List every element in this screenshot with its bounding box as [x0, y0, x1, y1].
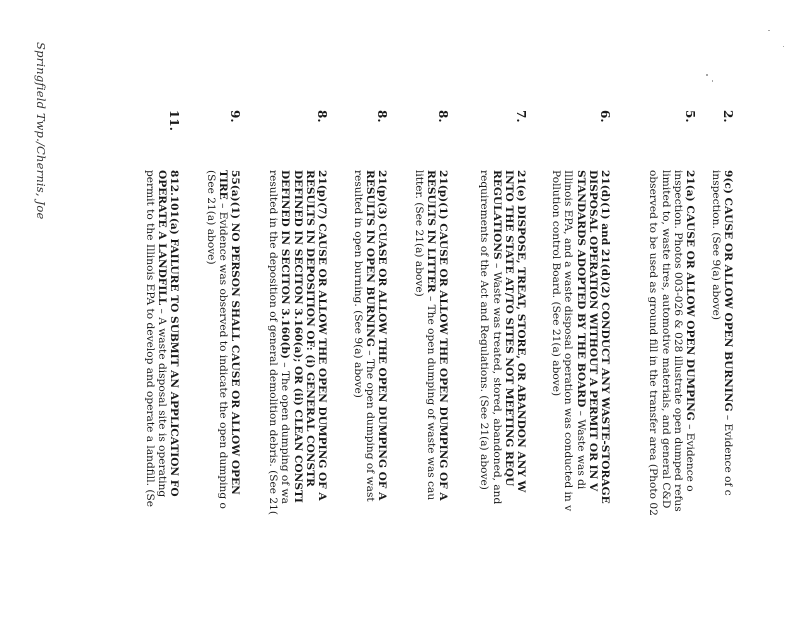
item-line [156, 170, 168, 497]
item-body-text: – Waste was di [574, 407, 587, 490]
item-line [574, 170, 586, 489]
item-body-text: Pollution control Board. (See 21(a) above) [550, 170, 563, 397]
item-heading-text: 812.101(a) FAILURE TO SUBMIT AN APPLICATION FO [168, 170, 180, 497]
item-line [684, 170, 696, 492]
item-number: 9. [228, 110, 242, 123]
item-number: 6. [598, 110, 612, 123]
item-heading-text: 21(p)(3) CUASE OR ALLOW THE OPEN DUMPING OF A [376, 170, 388, 501]
item-number: 8. [315, 110, 329, 123]
item-number: 8. [436, 110, 450, 123]
item-line [364, 170, 376, 502]
item-body-text: litter. (See 21(a) above) [412, 170, 425, 297]
item-body-text: resulted in the deposition of general demolition debris. (See 21( [267, 170, 280, 515]
item-heading-text: TIRE [216, 170, 229, 200]
item-line [217, 170, 229, 509]
item-line [550, 170, 562, 396]
item-number: 11. [167, 110, 181, 131]
item-line [722, 170, 734, 496]
item-number: 7. [514, 110, 528, 123]
item-heading-text: 55(a)(1) NO PERSON SHALL CAUSE OR ALLOW OPEN [229, 170, 241, 495]
item-line [587, 170, 599, 491]
item-body-text: – A waste disposal site is operating [155, 305, 168, 498]
scan-speck [712, 80, 713, 82]
item-line [304, 170, 316, 487]
item-line [437, 170, 449, 501]
item-body-text: – Evidence o [684, 420, 696, 492]
item-body-text: – Evidence was observed to indicate the open dumping o [216, 199, 229, 509]
item-body-text: – The open dumping of waste was cau [424, 292, 437, 501]
scan-speck [706, 74, 708, 76]
item-body-text: – Waste was treated, stored, abandoned, and [490, 259, 503, 505]
item-line [204, 170, 216, 265]
item-heading-text: OPERATE A LANDFILL [155, 170, 168, 306]
item-line [672, 170, 684, 512]
item-body-text: Illinois EPA, and a waste disposal operation was conducted in v [562, 170, 575, 512]
item-line [503, 170, 515, 486]
item-line [562, 170, 574, 511]
item-line [490, 170, 502, 504]
item-heading-text: 21(p)(7) CAUSE OR ALLOW THE OPEN DUMPING OF A [316, 170, 328, 501]
item-body-text: permit to the Illinois EPA to develop and operate a landfill. (Se [143, 170, 156, 507]
item-heading-text: 21(a) CAUSE OR ALLOW OPEN DUMPING [684, 170, 696, 421]
item-line [515, 170, 527, 492]
item-line [412, 170, 424, 297]
item-body-text: – The open dumping of wa [279, 358, 292, 504]
item-heading-text: RESULTS IN OPEN BURNING [363, 170, 376, 347]
item-heading-text: 21(e) DISPOSE, TREAT, STORE, OR ABANDON ANY W [515, 170, 527, 493]
item-body-text: inspection. Photos 003-026 & 028 illustrate open dumped refus [671, 170, 684, 512]
item-heading-text: STANDARDS ADOPTED BY THE BOARD [574, 170, 587, 408]
item-heading-text: 9(c) CAUSE OR ALLOW OPEN BURNING [722, 170, 734, 412]
item-body-text: – Evidence of c [722, 411, 734, 496]
item-line [143, 170, 155, 507]
item-heading-text: REGULATIONS [490, 170, 503, 260]
item-line [647, 170, 659, 516]
item-heading-text: 21(d)(1) and 21(d)(2) CONDUCT ANY WASTE-STORAGE [599, 170, 611, 504]
item-line [168, 170, 180, 497]
item-line [316, 170, 328, 501]
footer-text: Springfield Twp./Chernis, Joe [34, 42, 48, 220]
item-number: 2. [721, 110, 735, 123]
item-body-text: observed to be used as ground fill in the transfer area (Photo 02 [647, 170, 660, 516]
item-line [425, 170, 437, 500]
item-line [291, 170, 303, 503]
item-heading-text: INTO THE STATE AT/TO SITES NOT MEETING REQU [502, 170, 515, 487]
item-line [351, 170, 363, 398]
item-heading-text: 21(p)(1) CAUSE OR ALLOW THE OPEN DUMPING OF A [437, 170, 449, 501]
item-line [279, 170, 291, 504]
item-line [710, 170, 722, 320]
item-line [659, 170, 671, 508]
item-body-text: limited to, waste tires, automotive materials, and general C&D [659, 170, 672, 509]
item-heading-text: DISPOSAL OPERATION WITHOUT A PERMIT OR IN V [586, 170, 599, 492]
scan-speck [783, 46, 784, 47]
item-line [478, 170, 490, 490]
item-number: 5. [683, 110, 697, 123]
item-heading-text: DEFINED IN SECITON 3.160(b) [279, 170, 292, 359]
item-line [599, 170, 611, 504]
item-number: 8. [375, 110, 389, 123]
item-line [267, 170, 279, 515]
item-body-text: inspection. (See 9(a) above) [709, 170, 722, 321]
item-line [376, 170, 388, 500]
item-line [229, 170, 241, 495]
item-body-text: – The open dumping of wast [363, 346, 376, 502]
scan-speck [768, 30, 770, 31]
item-body-text: resulted in open burning. (See 9(a) above) [351, 170, 364, 398]
item-body-text: (See 21(a) above) [204, 170, 217, 265]
item-heading-text: DEFINED IN SECITON 3.160(a); OR (ii) CLEAN CONSTI [291, 170, 304, 503]
item-body-text: requirements of the Act and Regulations. (See 21(a) above) [478, 170, 491, 490]
item-heading-text: RESULTS IN LITTER [424, 170, 437, 293]
item-heading-text: RESULTS IN DEPOSITION OF: (i) GENERAL CONSTR [303, 170, 316, 487]
